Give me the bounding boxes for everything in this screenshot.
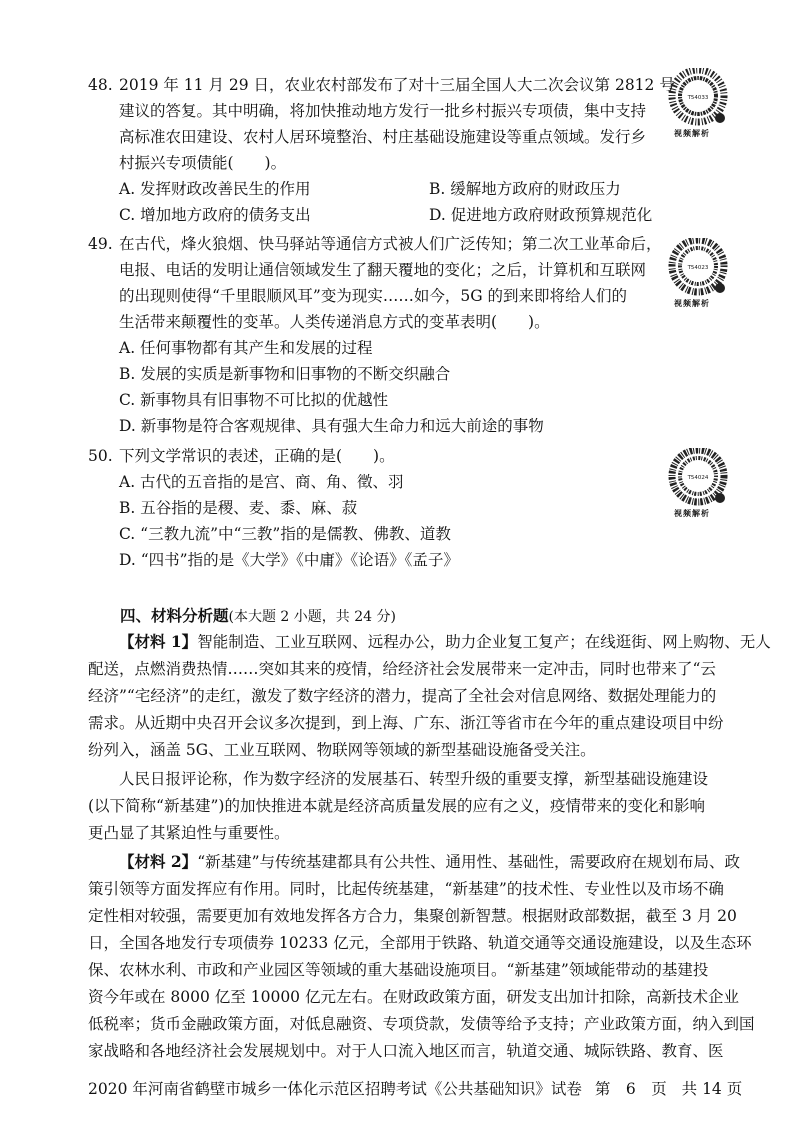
qr-caption: 视频解析 (674, 128, 710, 138)
stem-line: 下列文学常识的表述，正确的是( )。 (119, 447, 395, 465)
qr-id: T54024 (687, 475, 709, 481)
material-2 (88, 848, 755, 1065)
material-line: 家战略和各地经济社会发展规划中。对于人口流入地区而言，轨道交通、城际铁路、教育、医 (88, 1042, 724, 1060)
material-line: 需求。从近期中央召开会议多次提到，到上海、广东、浙江等省市在今年的重点建设项目中纷 (88, 714, 724, 732)
options (88, 176, 688, 228)
question-49 (88, 231, 688, 439)
options (88, 335, 688, 439)
material-line: 【材料 2】“新基建”与传统基建都具有公共性、通用性、基础性，需要政府在规划布局、政 (119, 852, 741, 871)
material-line: 纷列入，涵盖 5G、工业互联网、物联网等领域的新型基础设施备受关注。 (88, 741, 596, 759)
qr-caption: 视频解析 (674, 508, 710, 518)
option-a: A. 发挥财政改善民生的作用 (119, 180, 311, 198)
option-d: D. 新事物是符合客观规律、具有强大生命力和远大前途的事物 (119, 417, 544, 435)
question-stem (88, 231, 688, 335)
commentary-paragraph (88, 766, 744, 847)
material-line: 保、农林水利、市政和产业园区等领域的重大基础设施项目。“新基建”领域能带动的基建投 (88, 961, 709, 979)
stem-line: 生活带来颠覆性的变革。人类传递消息方式的变革表明( )。 (119, 313, 550, 331)
option-b: B. 发展的实质是新事物和旧事物的不断交织融合 (119, 365, 451, 383)
stem-line: 的出现则使得“千里眼顺风耳”变为现实……如今，5G 的到来即将给人们的 (119, 287, 628, 305)
qr-pattern-icon (666, 448, 730, 508)
qr-id: T54033 (687, 95, 709, 101)
option-c: C. 增加地方政府的债务支出 (119, 206, 311, 224)
total-pages: 共 14 页 (681, 1080, 743, 1098)
material-line: 资今年或在 8000 亿至 10000 亿元左右。在财政政策方面，研发支出加计扣除，高新技术企业 (88, 988, 739, 1006)
question-number: 48. (88, 76, 113, 94)
video-qr-code[interactable] (666, 238, 730, 312)
material-line: (以下简称“新基建”)的加快推进本就是经济高质量发展的应有之义，疫情带来的变化和影响 (88, 797, 705, 815)
material-line: 更凸显了其紧迫性与重要性。 (88, 824, 290, 842)
video-qr-code[interactable] (666, 68, 730, 142)
stem-line: 电报、电话的发明让通信领域发生了翻天覆地的变化；之后，计算机和互联网 (119, 261, 647, 279)
section-title: 四、材料分析题 (120, 606, 229, 625)
option-d: D. “四书”指的是《大学》《中庸》《论语》《孟子》 (119, 551, 459, 569)
material-line: 日，全国各地发行专项债券 10233 亿元，全部用于铁路、轨道交通等交通设施建设，以及生态环 (88, 934, 752, 952)
question-stem (88, 72, 688, 176)
stem-line: 在古代，烽火狼烟、快马驿站等通信方式被人们广泛传知；第二次工业革命后， (119, 235, 662, 253)
option-c: C. “三教九流”中“三教”指的是儒教、佛教、道教 (119, 525, 451, 543)
stem-line: 建议的答复。其中明确，将加快推动地方发行一批乡村振兴专项债，集中支持 (119, 102, 647, 120)
qr-caption: 视频解析 (674, 298, 710, 308)
question-48 (88, 72, 688, 228)
video-qr-code[interactable] (666, 448, 730, 522)
material-line: 配送，点燃消费热情……突如其来的疫情，给经济社会发展带来一定冲击，同时也带来了“云 (88, 660, 716, 678)
option-c: C. 新事物具有旧事物不可比拟的优越性 (119, 391, 389, 409)
material-line: 定性相对较强，需要更加有效地发挥各方合力，集聚创新智慧。根据财政部数据，截至 3 月 20 (88, 907, 737, 925)
material-line: 人民日报评论称，作为数字经济的发展基石、转型升级的重要支撑，新型基础设施建设 (119, 770, 709, 788)
page-footer (88, 1077, 742, 1099)
material-line: 策引领等方面发挥应有作用。同时，比起传统基建，“新基建”的技术性、专业性以及市场不确 (88, 880, 724, 898)
question-number: 49. (88, 235, 113, 253)
option-b: B. 缓解地方政府的财政压力 (429, 180, 621, 198)
stem-line: 村振兴专项债能( )。 (119, 154, 287, 172)
section-subtitle: (本大题 2 小题，共 24 分) (228, 609, 396, 625)
section-heading (120, 604, 396, 626)
question-stem (88, 443, 688, 469)
material-label: 【材料 1】 (119, 632, 198, 651)
option-d: D. 促进地方政府财政预算规范化 (429, 206, 653, 224)
question-number: 50. (88, 447, 113, 465)
material-line: 低税率；货币金融政策方面，对低息融资、专项贷款，发债等给予支持；产业政策方面，纳入到国 (88, 1015, 755, 1033)
option-b: B. 五谷指的是稷、麦、黍、麻、菽 (119, 499, 358, 517)
exam-title: 2020 年河南省鹤壁市城乡一体化示范区招聘考试《公共基础知识》试卷 (88, 1080, 582, 1098)
page-number: 第 6 页 (594, 1080, 667, 1098)
qr-id: T54023 (687, 265, 709, 271)
material-line: 经济”“宅经济”的走红，激发了数字经济的潜力，提高了全社会对信息网络、数据处理能力的 (88, 687, 717, 705)
qr-pattern-icon (666, 238, 730, 298)
material-1 (88, 628, 771, 764)
option-a: A. 古代的五音指的是宫、商、角、徵、羽 (119, 473, 404, 491)
option-a: A. 任何事物都有其产生和发展的过程 (119, 339, 373, 357)
material-line: 【材料 1】智能制造、工业互联网、远程办公，助力企业复工复产；在线逛街、网上购物、无人 (119, 632, 771, 651)
qr-pattern-icon (666, 68, 730, 128)
stem-line: 高标准农田建设、农村人居环境整治、村庄基础设施建设等重点领域。发行乡 (119, 128, 647, 146)
options (88, 469, 688, 573)
stem-line: 2019 年 11 月 29 日，农业农村部发布了对十三届全国人大二次会议第 2812 号 (119, 76, 675, 94)
question-50 (88, 443, 688, 573)
material-label: 【材料 2】 (119, 852, 198, 871)
